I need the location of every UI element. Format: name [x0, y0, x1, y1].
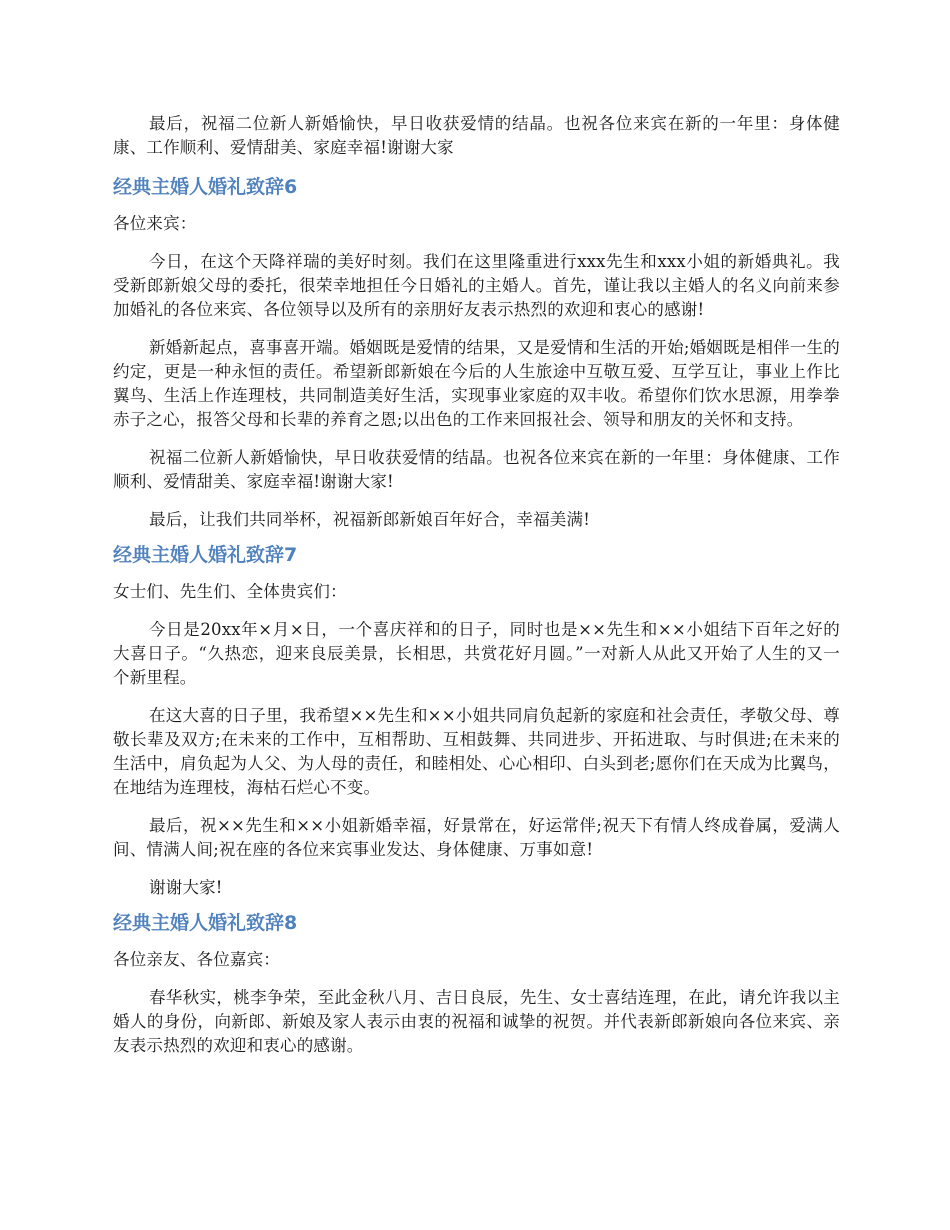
section-heading: 经典主婚人婚礼致辞7 [113, 544, 298, 566]
section-heading: 经典主婚人婚礼致辞6 [113, 176, 298, 198]
salutation: 各位来宾： [113, 214, 197, 233]
paragraph: 祝福二位新人新婚愉快，早日收获爱情的结晶。也祝各位来宾在新的一年里：身体健康、工作顺利、爱情甜美、家庭幸福!谢谢大家! [113, 448, 840, 491]
paragraph: 谢谢大家! [149, 878, 223, 897]
section-heading: 经典主婚人婚礼致辞8 [113, 912, 298, 934]
paragraph: 最后，让我们共同举杯，祝福新郎新娘百年好合，幸福美满! [149, 510, 591, 529]
salutation: 各位亲友、各位嘉宾： [113, 950, 280, 969]
paragraph: 最后，祝福二位新人新婚愉快，早日收获爱情的结晶。也祝各位来宾在新的一年里：身体健康、工作顺利、爱情甜美、家庭幸福!谢谢大家 [113, 114, 840, 157]
paragraph: 新婚新起点，喜事喜开端。婚姻既是爱情的结果，又是爱情和生活的开始;婚姻既是相伴一生的约定，更是一种永恒的责任。希望新郎新娘在今后的人生旅途中互敬互爱、互学互让，事业上作比翼鸟、生活上作连理枝，共同制造美好生活，实现事业家庭的双丰收。希望你们饮水思源，用拳拳赤子之心，报答父母和长辈的养育之恩;以出色的工作来回报社会、领导和朋友的关怀和支持。 [113, 338, 840, 429]
paragraph: 今日，在这个天降祥瑞的美好时刻。我们在这里隆重进行xxx先生和xxx小姐的新婚典礼。我受新郎新娘父母的委托，很荣幸地担任今日婚礼的主婚人。首先，谨让我以主婚人的名义向前来参加婚礼的各位来宾、各位领导以及所有的亲朋好友表示热烈的欢迎和衷心的感谢! [113, 252, 840, 319]
paragraph: 最后，祝××先生和××小姐新婚幸福，好景常在，好运常伴;祝天下有情人终成眷属，爱满人间、情满人间;祝在座的各位来宾事业发达、身体健康、万事如意! [113, 816, 840, 859]
salutation: 女士们、先生们、全体贵宾们： [113, 582, 347, 601]
paragraph: 春华秋实，桃李争荣，至此金秋八月、吉日良辰，先生、女士喜结连理，在此，请允许我以主婚人的身份，向新郎、新娘及家人表示由衷的祝福和诚挚的祝贺。并代表新郎新娘向各位来宾、亲友表示热烈的欢迎和衷心的感谢。 [113, 988, 840, 1055]
paragraph: 在这大喜的日子里，我希望××先生和××小姐共同肩负起新的家庭和社会责任，孝敬父母、尊敬长辈及双方;在未来的工作中，互相帮助、互相鼓舞、共同进步、开拓进取、与时俱进;在未来的生活中，肩负起为人父、为人母的责任，和睦相处、心心相印、白头到老;愿你们在天成为比翼鸟，在地结为连理枝，海枯石烂心不变。 [113, 706, 840, 797]
document-page [113, 112, 840, 1072]
paragraph: 今日是20xx年×月×日，一个喜庆祥和的日子，同时也是××先生和××小姐结下百年之好的大喜日子。“久热恋，迎来良辰美景，长相思，共赏花好月圆。”一对新人从此又开始了人生的又一个新里程。 [113, 620, 840, 687]
